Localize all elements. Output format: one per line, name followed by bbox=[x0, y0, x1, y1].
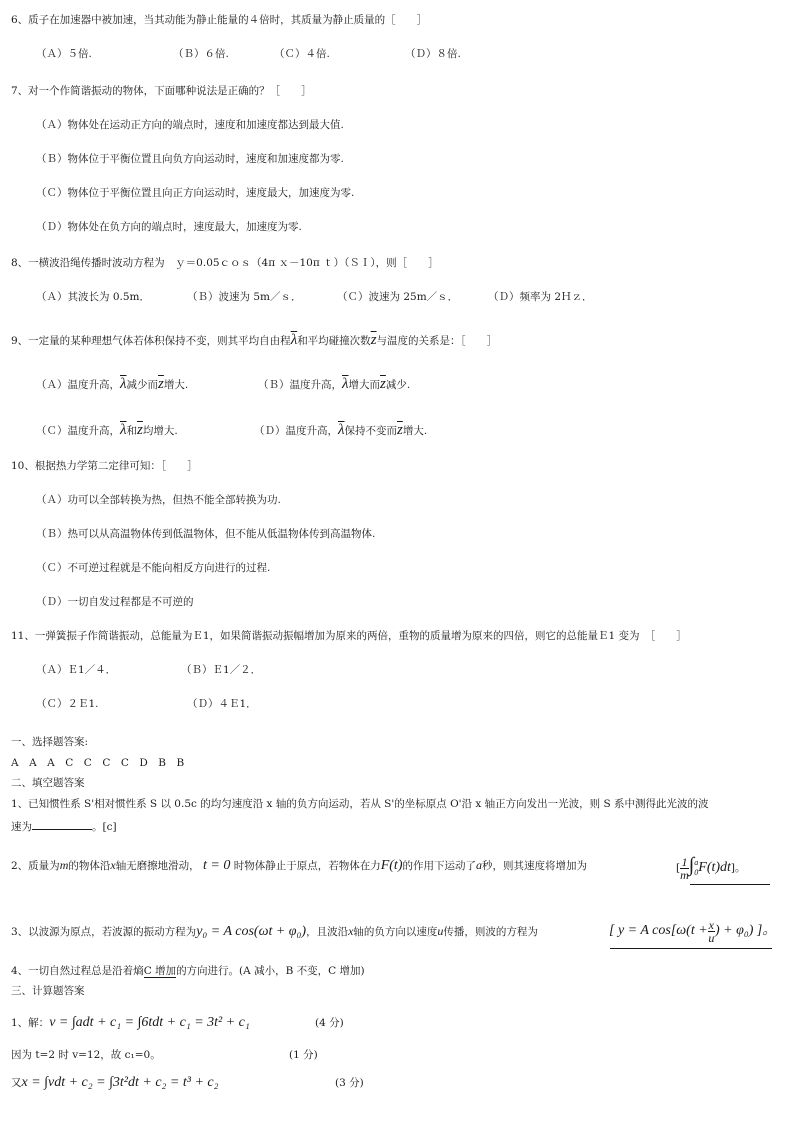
fill1-line1: 1、已知惯性系 S'相对惯性系 S 以 0.5c 的均匀速度沿 x 轴的负方向运动，若从 S'的坐标原点 O'沿 x 轴正方向发出一光波，则 S 系中测得此光波的波 bbox=[11, 798, 709, 810]
fill2-var-m: m bbox=[59, 858, 69, 872]
fill2-text-e: 的作用下运动了 bbox=[402, 860, 476, 872]
fill2-text-b: 的物体沿 bbox=[68, 860, 111, 872]
q11-option-d: （Ｄ）４Ｅ1． bbox=[187, 698, 257, 710]
fill2-fraction-num: 1 bbox=[681, 854, 688, 869]
q9-option-d-z: $\overline{z}$ bbox=[397, 422, 403, 438]
q8-option-c: （Ｃ）波速为 25m／ｓ． bbox=[337, 291, 459, 303]
q9-option-a-mid: 减少而 bbox=[126, 379, 158, 391]
fill2-answer bbox=[676, 847, 746, 886]
calc1-line3 bbox=[11, 1074, 218, 1092]
fill3-var-u: u bbox=[437, 924, 444, 938]
q9-option-c-z: $\overline{z}$ bbox=[137, 422, 143, 438]
fill3-answer-post: ) + φ₀) ]。 bbox=[714, 923, 777, 938]
q9-option-b-end: 减少. bbox=[385, 379, 411, 391]
fill3-question bbox=[11, 922, 538, 941]
q10-option-a: （Ａ）功可以全部转换为热，但热不能全部转换为功. bbox=[36, 494, 281, 506]
fill2-answer-open: [ bbox=[676, 862, 681, 874]
q9-lambda-symbol: $\overline{\lambda}$ bbox=[290, 332, 298, 348]
q7-option-a: （Ａ）物体处在运动正方向的端点时，速度和加速度都达到最大值. bbox=[36, 119, 344, 131]
q11-option-a: （Ａ）Ｅ1／４． bbox=[36, 664, 117, 676]
fill2-answer-underline bbox=[690, 884, 770, 885]
fill1-blank bbox=[32, 819, 92, 830]
section2-title: 二、填空题答案 bbox=[11, 777, 85, 789]
calc1-line2: 因为 t=2 时 v=12，故 c₁=0。 bbox=[11, 1049, 161, 1061]
q9-stem bbox=[11, 333, 497, 348]
q9-option-a bbox=[36, 377, 188, 392]
fill2-limit-upper: a bbox=[694, 858, 699, 867]
q11-option-c: （Ｃ）２Ｅ1. bbox=[36, 698, 99, 710]
q8-option-d: （Ｄ）频率为 2Ｈｚ． bbox=[488, 291, 593, 303]
q7-option-c: （Ｃ）物体位于平衡位置且向正方向运动时，速度最大，加速度为零. bbox=[36, 187, 355, 199]
calc1-equation: v = ∫adt + c₁ = ∫6tdt + c₁ = 3t² + c₁ bbox=[49, 1015, 250, 1030]
fill3-text-d: 传播，则波的方程为 bbox=[443, 926, 538, 938]
fill3-var-x: x bbox=[348, 924, 354, 938]
fill4-text-a: 4、一切自然过程总是沿着熵 bbox=[11, 965, 144, 977]
calc1-line3-label: 又 bbox=[11, 1077, 22, 1089]
fill3-answer-fraction bbox=[708, 919, 715, 944]
q7-stem: 7、对一个作简谐振动的物体，下面哪种说法是正确的？［ ］ bbox=[11, 85, 312, 97]
q9-option-b bbox=[258, 377, 410, 392]
q7-option-b: （Ｂ）物体位于平衡位置且向负方向运动时，速度和加速度都为零. bbox=[36, 153, 344, 165]
calc1-line2-score: (1 分) bbox=[289, 1049, 318, 1061]
fill3-fraction-num: x bbox=[708, 917, 714, 932]
fill1-prefix: 速为 bbox=[11, 821, 32, 833]
fill1-line2 bbox=[11, 819, 117, 834]
choice-answers: A A A C C C C D B B bbox=[11, 757, 185, 769]
fill2-question bbox=[11, 856, 587, 875]
calc1-label: 1、解： bbox=[11, 1017, 50, 1029]
fill2-limit-lower: 0 bbox=[694, 868, 699, 877]
fill3-answer-underline bbox=[610, 948, 772, 949]
q8-option-b: （Ｂ）波速为 5m／ｓ． bbox=[187, 291, 302, 303]
fill2-text-f: 秒，则其速度将增加为 bbox=[481, 860, 587, 872]
q8-stem: 8、一横波沿绳传播时波动方程为 ｙ＝0.05ｃｏｓ（4π ｘ－10π ｔ）（ＳＩ），则［ ］ bbox=[11, 257, 439, 269]
fill4 bbox=[11, 964, 365, 978]
fill2-text-d: 时物体静止于原点，若物体在力 bbox=[233, 860, 381, 872]
calc1-line3-equation: x = ∫vdt + c₂ = ∫3t²dt + c₂ = t³ + c₂ bbox=[21, 1075, 219, 1090]
section3-title: 三、计算题答案 bbox=[11, 985, 85, 997]
q9-option-a-z: $\overline{z}$ bbox=[158, 376, 164, 392]
fill3-text-b: ，且波沿 bbox=[306, 926, 349, 938]
q6-option-a: （Ａ）５倍. bbox=[36, 48, 92, 60]
fill4-answer: C 增加 bbox=[143, 965, 177, 977]
q9-option-d bbox=[254, 423, 427, 438]
q8-option-a: （Ａ）其波长为 0.5m． bbox=[36, 291, 150, 303]
q9-option-a-lambda: $\overline{\lambda}$ bbox=[120, 376, 127, 392]
q9-option-c bbox=[36, 423, 178, 438]
q9-option-b-label: （Ｂ）温度升高， bbox=[258, 379, 342, 391]
fill2-t-zero: t = 0 bbox=[203, 858, 231, 873]
fill3-answer bbox=[609, 913, 776, 949]
q6-option-d: （Ｄ）８倍. bbox=[405, 48, 461, 60]
fill2-fraction-den: m bbox=[680, 867, 689, 882]
q9-option-d-mid: 保持不变而 bbox=[344, 425, 397, 437]
q9-option-d-label: （Ｄ）温度升高， bbox=[254, 425, 338, 437]
q11-option-b: （Ｂ）Ｅ1／２． bbox=[181, 664, 262, 676]
fill2-text-c: 轴无磨擦地滑动， bbox=[115, 860, 200, 872]
q9-stem-part-a: 9、一定量的某种理想气体若体积保持不变，则其平均自由程 bbox=[11, 335, 291, 347]
q9-option-b-lambda: $\overline{\lambda}$ bbox=[342, 376, 349, 392]
q9-option-b-mid: 增大而 bbox=[348, 379, 380, 391]
fill3-fraction-den: u bbox=[708, 930, 715, 945]
q9-stem-part-b: 和平均碰撞次数 bbox=[297, 335, 371, 347]
fill3-text-a: 3、以波源为原点，若波源的振动方程为 bbox=[11, 926, 197, 938]
fill4-text-b: 的方向进行。(A 减小，B 不变，C 增加) bbox=[176, 965, 365, 977]
q9-stem-part-c: 与温度的关系是：［ ］ bbox=[376, 335, 498, 347]
q11-stem: 11、一弹簧振子作简谐振动，总能量为Ｅ1，如果简谐振动振幅增加为原来的两倍，重物的质量增为原来的四倍，则它的总能量Ｅ1 变为 ［ ］ bbox=[11, 630, 687, 642]
fill2-force: F(t) bbox=[380, 858, 403, 873]
q6-option-b: （Ｂ）６倍. bbox=[173, 48, 229, 60]
q9-option-c-label: （Ｃ）温度升高， bbox=[36, 425, 120, 437]
calc1-line1 bbox=[11, 1014, 250, 1032]
q6-option-c: （Ｃ）４倍. bbox=[274, 48, 330, 60]
fill2-text-a: 2、质量为 bbox=[11, 860, 60, 872]
fill1-answer: 。[c] bbox=[92, 821, 117, 833]
fill2-var-a: a bbox=[475, 858, 482, 872]
q9-option-c-mid: 和 bbox=[126, 425, 137, 437]
q9-option-a-label: （Ａ）温度升高， bbox=[36, 379, 120, 391]
q7-option-d: （Ｄ）物体处在负方向的端点时，速度最大，加速度为零. bbox=[36, 221, 302, 233]
section1-title: 一、选择题答案: bbox=[11, 736, 89, 748]
fill2-integral-sign: ∫ bbox=[688, 854, 695, 876]
q10-option-d: （Ｄ）一切自发过程都是不可逆的 bbox=[36, 596, 194, 608]
q9-option-c-lambda: $\overline{\lambda}$ bbox=[120, 422, 127, 438]
fill2-answer-fraction bbox=[680, 856, 689, 881]
q9-z-symbol: $\overline{z}$ bbox=[370, 332, 377, 348]
q10-stem: 10、根据热力学第二定律可知：［ ］ bbox=[11, 460, 198, 472]
q9-option-b-z: $\overline{z}$ bbox=[380, 376, 386, 392]
fill2-var-x: x bbox=[110, 858, 116, 872]
calc1-line3-score: (3 分) bbox=[335, 1077, 364, 1089]
calc1-score: (4 分) bbox=[315, 1017, 344, 1029]
fill3-source-equation: y₀ = A cos(ωt + φ₀) bbox=[196, 924, 307, 939]
q9-option-c-end: 均增大. bbox=[142, 425, 178, 437]
fill2-integrand: F(t)dt bbox=[698, 860, 731, 875]
fill3-answer-pre: [ y = A cos[ω(t + bbox=[609, 923, 708, 938]
q10-option-c: （Ｃ）不可逆过程就是不能向相反方向进行的过程. bbox=[36, 562, 271, 574]
fill2-answer-close: ]。 bbox=[730, 862, 746, 874]
fill3-text-c: 轴的负方向以速度 bbox=[353, 926, 438, 938]
q9-option-d-lambda: $\overline{\lambda}$ bbox=[338, 422, 345, 438]
q9-option-a-end: 增大. bbox=[163, 379, 189, 391]
q10-option-b: （Ｂ）热可以从高温物体传到低温物体，但不能从低温物体传到高温物体. bbox=[36, 528, 376, 540]
q6-stem: 6、质子在加速器中被加速，当其动能为静止能量的４倍时，其质量为静止质量的［ ］ bbox=[11, 14, 428, 26]
q9-option-d-end: 增大. bbox=[402, 425, 428, 437]
